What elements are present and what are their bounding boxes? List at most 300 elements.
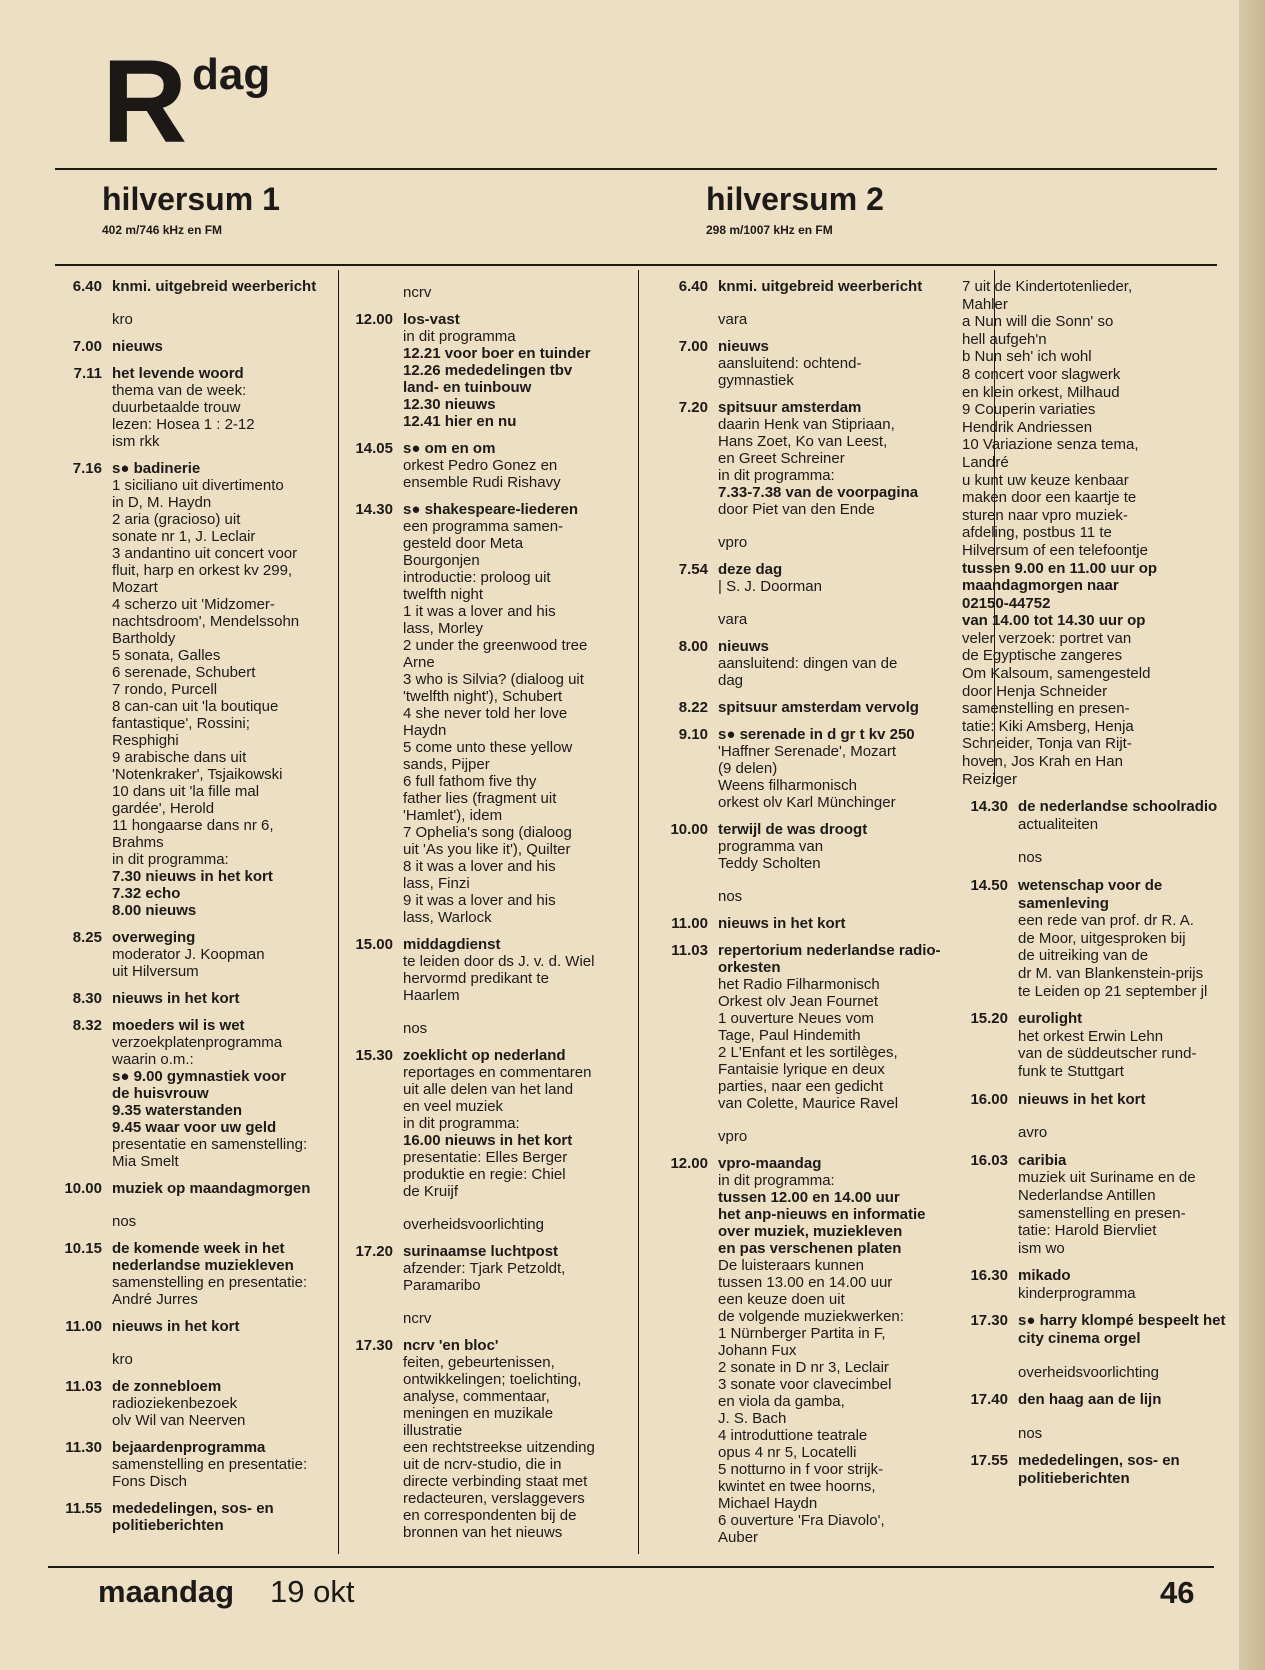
program-body	[403, 311, 636, 430]
program-detail-line: Mahler	[962, 295, 1008, 313]
program-detail-line: sturen naar vpro muziek-	[962, 506, 1128, 524]
program-detail-line: ensemble Rudi Rishavy	[403, 474, 561, 491]
program-title: deze dag	[718, 561, 783, 578]
broadcaster-name: vara	[718, 311, 748, 328]
program-title: nieuws in het kort	[112, 990, 240, 1007]
program-detail-line: gymnastiek	[718, 372, 794, 389]
program-entry	[952, 1452, 1237, 1487]
program-title: bejaardenprogramma	[112, 1439, 266, 1456]
time-gutter	[952, 1364, 1018, 1382]
spacer	[46, 1308, 338, 1318]
broadcaster-label	[646, 611, 946, 628]
program-entry	[46, 1378, 338, 1429]
program-detail-line: 3 sonate voor clavecimbel	[718, 1376, 892, 1393]
broadcaster-name: nos	[403, 1020, 428, 1037]
program-detail-line: gesteld door Meta	[403, 535, 524, 552]
time-gutter	[46, 1351, 112, 1368]
column-divider-1	[338, 270, 339, 1554]
spacer	[952, 1409, 1237, 1419]
program-time: 17.30	[355, 1337, 393, 1354]
program-detail-line: Hans Zoet, Ko van Leest,	[718, 433, 888, 450]
program-detail-line: 4 scherzo uit 'Midzomer-	[112, 596, 275, 613]
program-time: 11.55	[65, 1500, 102, 1517]
spacer	[646, 811, 946, 821]
program-body	[718, 699, 946, 716]
time-gutter	[646, 888, 718, 905]
program-title: nieuws in het kort	[718, 915, 846, 932]
program-detail-line: Mozart	[112, 579, 158, 596]
program-detail-line: funk te Stuttgart	[1018, 1062, 1124, 1080]
program-body	[403, 1337, 636, 1541]
program-body	[1018, 1152, 1237, 1258]
program-entry	[343, 1337, 636, 1541]
program-detail-line: en correspondenten bij de	[403, 1507, 577, 1524]
program-entry	[46, 929, 338, 980]
program-detail-line: Landré	[962, 453, 1009, 471]
program-body	[112, 1240, 338, 1308]
program-time: 15.30	[355, 1047, 393, 1064]
program-entry	[646, 942, 946, 1112]
program-detail-line: 9 Couperin variaties	[962, 401, 1096, 419]
spacer	[646, 595, 946, 605]
program-highlight-line: 12.41 hier en nu	[403, 413, 517, 430]
spacer	[46, 1368, 338, 1378]
program-body	[403, 1243, 636, 1294]
spacer	[46, 1429, 338, 1439]
program-time: 17.40	[970, 1391, 1008, 1409]
program-entry	[343, 440, 636, 491]
program-entry	[646, 915, 946, 932]
program-body	[112, 278, 338, 295]
program-detail-line: De luisteraars kunnen	[718, 1257, 864, 1274]
logo-letter: R	[102, 36, 184, 168]
program-detail-line: father lies (fragment uit	[403, 790, 557, 807]
program-detail-line: 8 it was a lover and his	[403, 858, 556, 875]
broadcaster-label	[646, 534, 946, 551]
program-body	[718, 561, 946, 595]
page-edge	[1239, 0, 1265, 1670]
program-title: de komende week in het nederlandse muziekleven	[112, 1240, 294, 1274]
program-detail-line: Bourgonjen	[403, 552, 480, 569]
program-time: 8.30	[72, 990, 102, 1007]
program-entry	[646, 338, 946, 389]
program-time: 8.00	[678, 638, 708, 655]
spacer	[46, 450, 338, 460]
program-body	[112, 338, 338, 355]
program-detail-line: samenstelling en presentatie:	[112, 1274, 308, 1291]
program-entry	[952, 278, 1237, 788]
program-time: 11.03	[65, 1378, 102, 1395]
spacer	[46, 1197, 338, 1207]
program-entry	[46, 278, 338, 295]
spacer	[646, 716, 946, 726]
program-detail-line: ontwikkelingen; toelichting,	[403, 1371, 582, 1388]
program-detail-line: Mia Smelt	[112, 1153, 179, 1170]
program-body	[112, 1180, 338, 1197]
program-detail-line: Hilversum of een telefoontje	[962, 541, 1148, 559]
program-detail-line: het orkest Erwin Lehn	[1018, 1027, 1164, 1045]
program-time: 7.11	[73, 365, 102, 382]
spacer	[46, 1170, 338, 1180]
spacer	[46, 1534, 338, 1544]
broadcaster-name: kro	[112, 1351, 133, 1368]
program-time: 8.32	[72, 1017, 102, 1034]
station-freq-1: 402 m/746 kHz en FM	[102, 223, 223, 237]
time-gutter	[952, 849, 1018, 867]
program-title: knmi. uitgebreid weerbericht	[112, 278, 317, 295]
spacer	[952, 1108, 1237, 1118]
program-detail-line: dag	[718, 672, 744, 689]
program-detail-line: Resphighi	[112, 732, 179, 749]
program-detail-line: Nederlandse Antillen	[1018, 1186, 1156, 1204]
program-detail-line: (9 delen)	[718, 760, 778, 777]
program-title: spitsuur amsterdam	[718, 399, 862, 416]
program-title: nieuws	[718, 638, 769, 655]
spacer	[343, 301, 636, 311]
program-title: wetenschap voor de samenleving	[1018, 877, 1163, 912]
program-detail-line: waarin o.m.:	[112, 1051, 194, 1068]
program-entry	[646, 399, 946, 518]
program-entry	[952, 1010, 1237, 1080]
program-body	[112, 365, 338, 450]
program-detail-line: tussen 13.00 en 14.00 uur	[718, 1274, 893, 1291]
spacer	[46, 919, 338, 929]
program-detail-line: Fantaisie lyrique en deux	[718, 1061, 885, 1078]
program-highlight-line: van 14.00 tot 14.30 uur op	[962, 612, 1146, 630]
program-detail-line: 'Notenkraker', Tsjaikowski	[112, 766, 283, 783]
broadcaster-label	[952, 1425, 1237, 1443]
broadcaster-name: ncrv	[403, 1310, 432, 1327]
program-detail-line: illustratie	[403, 1422, 463, 1439]
broadcaster-name: vara	[718, 611, 748, 628]
program-entry	[46, 1180, 338, 1197]
program-time: 11.00	[671, 915, 708, 932]
spacer	[46, 328, 338, 338]
spacer	[952, 1257, 1237, 1267]
program-highlight-line: land- en tuinbouw	[403, 379, 532, 396]
program-body	[112, 1500, 338, 1534]
program-entry	[646, 1155, 946, 1546]
program-highlight-line: 12.26 mededelingen tbv	[403, 362, 573, 379]
broadcaster-name: avro	[1018, 1124, 1048, 1142]
broadcaster-label	[646, 888, 946, 905]
program-detail-line: 1 Nürnberger Partita in F,	[718, 1325, 886, 1342]
program-time: 17.20	[355, 1243, 393, 1260]
program-detail-line: te Leiden op 21 september jl	[1018, 982, 1208, 1000]
program-title: het levende woord	[112, 365, 244, 382]
spacer	[646, 1112, 946, 1122]
program-body	[962, 278, 1237, 788]
program-body	[718, 338, 946, 389]
spacer	[952, 833, 1237, 843]
program-detail-line: 2 under the greenwood tree	[403, 637, 588, 654]
broadcaster-label	[343, 1216, 636, 1233]
program-detail-line: en klein orkest, Milhaud	[962, 383, 1120, 401]
program-entry	[646, 726, 946, 811]
program-detail-line: afdeling, postbus 11 te	[962, 524, 1112, 542]
spacer	[46, 980, 338, 990]
program-body	[112, 1017, 338, 1170]
program-entry	[46, 1240, 338, 1308]
program-detail-line: a Nun will die Sonn' so	[962, 313, 1114, 331]
program-body	[718, 638, 946, 689]
program-detail-line: 5 sonata, Galles	[112, 647, 221, 664]
program-detail-line: 2 L'Enfant et les sortilèges,	[718, 1044, 898, 1061]
program-detail-line: een programma samen-	[403, 518, 564, 535]
program-detail-line: 2 aria (gracioso) uit	[112, 511, 241, 528]
program-body	[112, 990, 338, 1007]
program-detail-line: redacteuren, verslaggevers	[403, 1490, 585, 1507]
spacer	[343, 1327, 636, 1337]
time-gutter	[343, 284, 403, 301]
program-entry	[46, 1500, 338, 1534]
program-detail-line: 9 arabische dans uit	[112, 749, 247, 766]
program-time: 8.22	[678, 699, 708, 716]
program-detail-line: Bartholdy	[112, 630, 176, 647]
program-body	[1018, 1452, 1237, 1487]
schedule-column-2	[343, 278, 636, 1551]
schedule-column-4	[952, 278, 1237, 1498]
program-detail-line: analyse, commentaar,	[403, 1388, 550, 1405]
program-detail-line: muziek uit Suriname en de	[1018, 1169, 1196, 1187]
program-detail-line: programma van	[718, 838, 824, 855]
program-time: 16.03	[970, 1151, 1008, 1169]
broadcaster-label	[46, 1213, 338, 1230]
program-highlight-line: 16.00 nieuws in het kort	[403, 1132, 573, 1149]
program-detail-line: uit Hilversum	[112, 963, 199, 980]
program-entry	[343, 936, 636, 1004]
program-detail-line: radioziekenbezoek	[112, 1395, 238, 1412]
program-highlight-line: tussen 9.00 en 11.00 uur op	[962, 559, 1158, 577]
program-detail-line: orkest Pedro Gonez en	[403, 457, 558, 474]
program-title: muziek op maandagmorgen	[112, 1180, 311, 1197]
program-detail-line: de Moor, uitgesproken bij	[1018, 929, 1186, 947]
program-detail-line: | S. J. Doorman	[718, 578, 822, 595]
broadcaster-label	[343, 1310, 636, 1327]
footer-day: maandag	[98, 1574, 235, 1609]
program-detail-line: 10 dans uit 'la fille mal	[112, 783, 260, 800]
program-detail-line: 9 it was a lover and his	[403, 892, 556, 909]
spacer	[952, 1442, 1237, 1452]
program-body	[403, 501, 636, 926]
program-detail-line: 7 rondo, Purcell	[112, 681, 218, 698]
program-time: 10.00	[64, 1180, 102, 1197]
program-entry	[646, 699, 946, 716]
program-entry	[46, 365, 338, 450]
time-gutter	[343, 1216, 403, 1233]
program-detail-line: de uitreiking van de	[1018, 947, 1149, 965]
program-highlight-line: 12.21 voor boer en tuinder	[403, 345, 591, 362]
program-title: de nederlandse schoolradio	[1018, 798, 1218, 816]
station-freq-2: 298 m/1007 kHz en FM	[706, 223, 833, 237]
program-time: 7.00	[72, 338, 102, 355]
program-detail-line: twelfth night	[403, 586, 484, 603]
program-time: 10.00	[670, 821, 708, 838]
program-detail-line: in dit programma:	[403, 1115, 520, 1132]
program-detail-line: 7 Ophelia's song (dialoog	[403, 824, 572, 841]
program-entry	[646, 278, 946, 295]
program-detail-line: maken door een kaartje te	[962, 489, 1137, 507]
program-time: 15.00	[355, 936, 393, 953]
program-detail-line: kwintet en twee hoorns,	[718, 1478, 876, 1495]
program-detail-line: samenstelling en presen-	[1018, 1204, 1186, 1222]
program-detail-line: in dit programma:	[112, 851, 229, 868]
program-time: 11.30	[65, 1439, 102, 1456]
program-body	[718, 915, 946, 932]
program-detail-line: 5 notturno in f voor strijk-	[718, 1461, 884, 1478]
program-title: moeders wil is wet	[112, 1017, 245, 1034]
program-detail-line: Fons Disch	[112, 1473, 188, 1490]
program-body	[718, 278, 946, 295]
program-highlight-line: 8.00 nieuws	[112, 902, 197, 919]
program-title: de zonnebloem	[112, 1378, 222, 1395]
program-time: 11.00	[65, 1318, 102, 1335]
time-gutter	[46, 1213, 112, 1230]
spacer	[343, 1037, 636, 1047]
broadcaster-name: vpro	[718, 1128, 748, 1145]
column-divider-2	[638, 270, 639, 1554]
program-body	[718, 942, 946, 1112]
program-title: nieuws	[718, 338, 769, 355]
program-detail-line: lass, Finzi	[403, 875, 470, 892]
program-body	[403, 440, 636, 491]
program-time: 17.55	[970, 1452, 1008, 1470]
program-time: 8.25	[72, 929, 102, 946]
program-detail-line: moderator J. Koopman	[112, 946, 265, 963]
program-highlight-line: 9.45 waar voor uw geld	[112, 1119, 277, 1136]
program-entry	[952, 1312, 1237, 1347]
program-detail-line: 4 introduttione teatrale	[718, 1427, 868, 1444]
program-body	[112, 1378, 338, 1429]
program-body	[112, 929, 338, 980]
program-detail-line: Weens filharmonisch	[718, 777, 857, 794]
program-body	[1018, 877, 1237, 1000]
program-entry	[343, 1047, 636, 1200]
program-highlight-line: over muziek, muziekleven	[718, 1223, 903, 1240]
program-detail-line: in dit programma:	[718, 467, 835, 484]
program-detail-line: een keuze doen uit	[718, 1291, 845, 1308]
time-gutter	[343, 1310, 403, 1327]
broadcaster-label	[646, 311, 946, 328]
program-detail-line: produktie en regie: Chiel	[403, 1166, 566, 1183]
program-entry	[46, 460, 338, 919]
program-detail-line: Haydn	[403, 722, 447, 739]
program-detail-line: aansluitend: dingen van de	[718, 655, 898, 672]
spacer	[46, 355, 338, 365]
program-detail-line: hervormd predikant te	[403, 970, 549, 987]
spacer	[343, 1004, 636, 1014]
program-detail-line: 8 can-can uit 'la boutique	[112, 698, 279, 715]
program-detail-line: 6 full fathom five thy	[403, 773, 537, 790]
program-detail-line: Arne	[403, 654, 435, 671]
time-gutter	[343, 1020, 403, 1037]
program-detail-line: u kunt uw keuze kenbaar	[962, 471, 1129, 489]
program-detail-line: in D, M. Haydn	[112, 494, 212, 511]
program-highlight-line: 7.30 nieuws in het kort	[112, 868, 273, 885]
program-detail-line: orkest olv Karl Münchinger	[718, 794, 896, 811]
broadcaster-label	[343, 284, 636, 301]
broadcaster-name: nos	[112, 1213, 137, 1230]
program-title: terwijl de was droogt	[718, 821, 868, 838]
spacer	[343, 926, 636, 936]
program-title: mededelingen, sos- en politieberichten	[112, 1500, 274, 1534]
program-title: los-vast	[403, 311, 460, 328]
program-detail-line: van de süddeutscher rund-	[1018, 1045, 1197, 1063]
program-title: knmi. uitgebreid weerbericht	[718, 278, 923, 295]
program-title: ncrv 'en bloc'	[403, 1337, 499, 1354]
program-detail-line: veler verzoek: portret van	[962, 629, 1132, 647]
program-title: nieuws in het kort	[112, 1318, 240, 1335]
program-detail-line: Haarlem	[403, 987, 460, 1004]
station-name-2: hilversum 2	[706, 181, 884, 217]
program-detail-line: en viola da gamba,	[718, 1393, 845, 1410]
program-body	[403, 1047, 636, 1200]
program-detail-line: 11 hongaarse dans nr 6,	[112, 817, 274, 834]
program-detail-line: Om Kalsoum, samengesteld	[962, 665, 1151, 683]
program-entry	[343, 501, 636, 926]
broadcaster-label	[646, 1128, 946, 1145]
program-detail-line: een rechtstreekse uitzending	[403, 1439, 595, 1456]
program-body	[718, 726, 946, 811]
spacer	[646, 518, 946, 528]
schedule-column-1	[46, 278, 338, 1544]
program-detail-line: 1 it was a lover and his	[403, 603, 556, 620]
program-body	[112, 1439, 338, 1490]
program-time: 15.20	[970, 1010, 1008, 1028]
program-detail-line: 7 uit de Kindertotenlieder,	[962, 278, 1133, 295]
spacer	[952, 1081, 1237, 1091]
program-detail-line: 'Hamlet'), idem	[403, 807, 503, 824]
program-time: 7.54	[678, 561, 708, 578]
program-highlight-line: s● 9.00 gymnastiek voor	[112, 1068, 287, 1085]
program-title: nieuws	[112, 338, 163, 355]
program-body	[1018, 1010, 1237, 1080]
program-detail-line: verzoekplatenprogramma	[112, 1034, 283, 1051]
time-gutter	[646, 311, 718, 328]
program-title: caribia	[1018, 1151, 1067, 1169]
program-detail-line: door Piet van den Ende	[718, 501, 875, 518]
program-detail-line: en Greet Schreiner	[718, 450, 845, 467]
program-body	[1018, 1312, 1237, 1347]
program-title: spitsuur amsterdam vervolg	[718, 699, 919, 716]
program-detail-line: ism rkk	[112, 433, 160, 450]
program-body	[1018, 798, 1237, 833]
spacer	[952, 867, 1237, 877]
program-detail-line: in dit programma	[403, 328, 516, 345]
program-title: nieuws in het kort	[1018, 1090, 1146, 1108]
program-detail-line: Johann Fux	[718, 1342, 797, 1359]
broadcaster-name: vpro	[718, 534, 748, 551]
program-detail-line: Schneider, Tonja van Rijt-	[962, 735, 1132, 753]
program-highlight-line: 9.35 waterstanden	[112, 1102, 243, 1119]
program-detail-line: dr M. van Blankenstein-prijs	[1018, 964, 1204, 982]
program-highlight-line: maandagmorgen naar	[962, 577, 1119, 595]
program-title: s● om en om	[403, 440, 496, 457]
program-detail-line: Teddy Scholten	[718, 855, 821, 872]
program-detail-line: actualiteiten	[1018, 815, 1099, 833]
program-body	[112, 460, 338, 919]
program-entry	[46, 990, 338, 1007]
program-detail-line: lass, Morley	[403, 620, 484, 637]
program-entry	[46, 338, 338, 355]
program-detail-line: de Kruijf	[403, 1183, 459, 1200]
program-detail-line: fluit, harp en orkest kv 299,	[112, 562, 293, 579]
program-detail-line: kinderprogramma	[1018, 1284, 1136, 1302]
spacer	[952, 1000, 1237, 1010]
program-entry	[952, 877, 1237, 1000]
program-detail-line: 6 ouverture 'Fra Diavolo',	[718, 1512, 885, 1529]
program-title: overweging	[112, 929, 196, 946]
